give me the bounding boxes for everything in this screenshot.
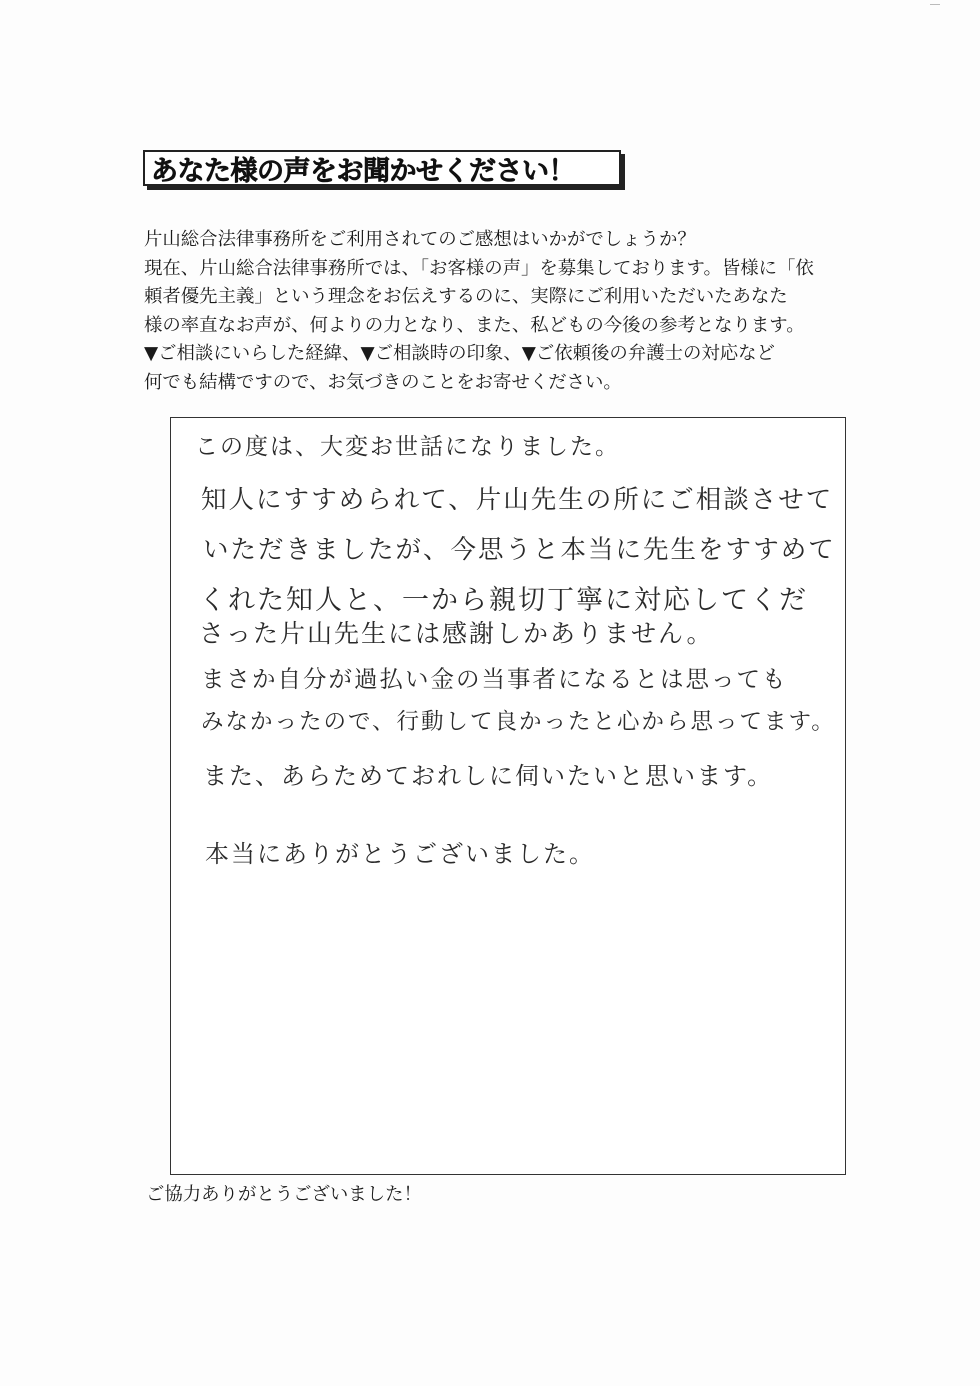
page-title: あなた様の声をお聞かせください！: [151, 155, 575, 187]
handwritten-line: 知人にすすめられて、片山先生の所にご相談させて: [201, 485, 834, 515]
handwritten-line: みなかったので、行動して良かったと心から思ってます。: [201, 709, 836, 735]
page-title-box: [143, 150, 621, 186]
handwritten-line: くれた知人と、一から親切丁寧に対応してくだ: [199, 585, 808, 616]
intro-line: 何でも結構ですので、お気づきのことをお寄せください。: [144, 371, 622, 393]
intro-text: [144, 226, 864, 397]
handwritten-line: まさか自分が過払い金の当事者になるとは思っても: [201, 665, 788, 693]
intro-line: 様の率直なお声が、何よりの力となり、また、私どもの今後の参考となります。: [144, 314, 805, 336]
intro-line: 現在、片山総合法律事務所では、「お客様の声」を募集しております。皆様に「依: [144, 257, 814, 279]
handwritten-line: また、あらためておれしに伺いたいと思います。: [203, 762, 774, 790]
handwritten-line: この度は、大変お世話になりました。: [195, 434, 620, 460]
handwritten-line: さった片山先生には感謝しかありません。: [199, 619, 714, 648]
intro-line: 片山総合法律事務所をご利用されてのご感想はいかがでしょうか？: [144, 229, 696, 250]
intro-line: ▼ご相談にいらした経緯、▼ご相談時の印象、▼ご依頼後の弁護士の対応など: [144, 343, 775, 364]
comment-box: [170, 417, 846, 1175]
scan-mark: [930, 4, 940, 11]
handwritten-line: 本当にありがとうございました。: [205, 840, 595, 868]
thanks-footer: ご協力ありがとうございました！: [146, 1184, 422, 1205]
intro-line: 頼者優先主義」という理念をお伝えするのに、実際にご利用いただいたあなた: [144, 286, 788, 307]
handwritten-line: いただきましたが、今思うと本当に先生をすすめて: [203, 535, 836, 565]
